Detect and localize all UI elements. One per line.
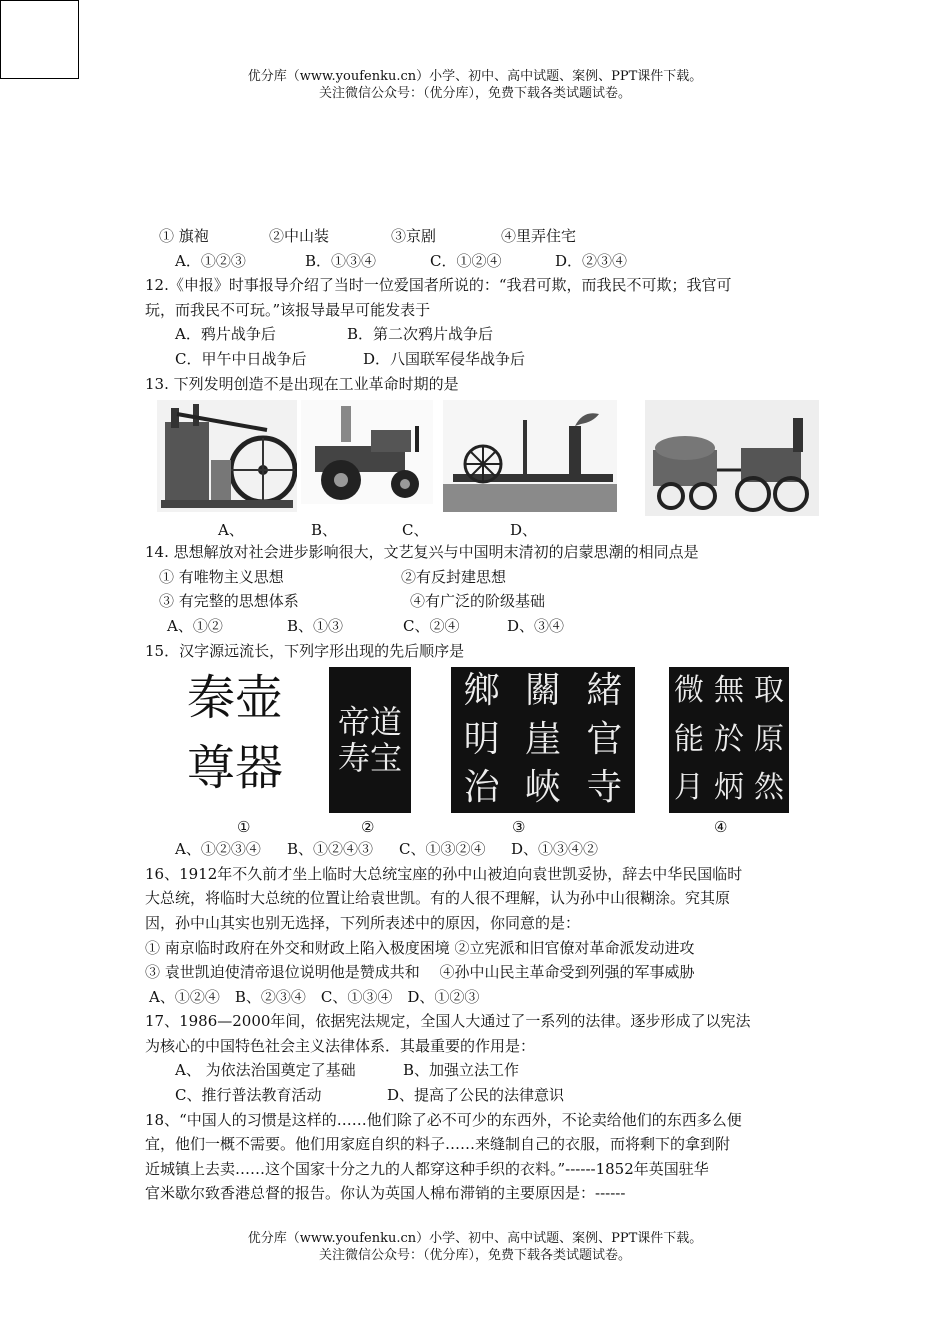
q18-stem-3: 近城镇上去卖……这个国家十分之九的人都穿这种手织的衣料。”------1852年英国驻华 xyxy=(145,1159,709,1178)
q12-options-row2 xyxy=(145,347,810,372)
script-char: 然 xyxy=(754,770,784,806)
footer-line-1: 优分库（www.youfenku.cn）小学、初中、高中试题、案例、PPT课件下载。 xyxy=(247,1231,703,1246)
q17-option-a: A、 为依法治国奠定了基础 xyxy=(175,1061,356,1080)
q18-stem-4: 官米歇尔致香港总督的报告。你认为英国人棉布滞销的主要原因是：------ xyxy=(145,1184,626,1203)
q16-stem-3: 因，孙中山其实也别无选择，下列所表述中的原因，你同意的是： xyxy=(145,913,581,932)
q13-label-b: B、 xyxy=(311,521,338,540)
q17-stem-2: 为核心的中国特色社会主义法律体系．其最重要的作用是： xyxy=(145,1036,536,1055)
script-char: 崖 xyxy=(524,718,561,760)
header-line-2: 关注微信公众号：（优分库），免费下载各类试题试卷。 xyxy=(318,86,631,101)
q15-option-d: D、①③④② xyxy=(511,840,599,859)
q11-item-3: ③京剧 xyxy=(391,227,437,245)
q14-stem: 14. 思想解放对社会进步影响很大，文艺复兴与中国明末清初的启蒙思潮的相同点是 xyxy=(145,543,699,562)
clerical-script-image xyxy=(451,667,635,813)
q14-item-4: ④有广泛的阶级基础 xyxy=(410,592,546,611)
script-char: 器 xyxy=(235,740,284,797)
q14-item-1: ① 有唯物主义思想 xyxy=(159,567,284,586)
q16-options: A、①②④ B、②③④ C、①③④ D、①②③ xyxy=(149,987,480,1006)
footer-line-2: 关注微信公众号：（优分库），免费下载各类试题试卷。 xyxy=(318,1248,631,1263)
page-footer xyxy=(0,1230,950,1264)
q13-labels xyxy=(145,518,810,540)
q12-options-row1 xyxy=(145,322,810,347)
q12-option-a: A．鸦片战争后 xyxy=(175,325,276,344)
q14-option-d: D、③④ xyxy=(507,616,565,635)
q11-options xyxy=(145,249,810,274)
q15-label-3: ③ xyxy=(512,818,526,837)
tractor-image xyxy=(301,400,433,504)
q13-label-c: C、 xyxy=(402,521,429,540)
script-char: 寿 xyxy=(337,739,370,778)
script-char: 能 xyxy=(674,721,704,757)
q11-item-2: ②中山装 xyxy=(269,227,330,245)
script-char: 緒 xyxy=(586,670,623,712)
q15-option-c: C、①③②④ xyxy=(399,840,486,859)
q11-option-c: C．①②④ xyxy=(430,251,502,270)
script-char: 尊 xyxy=(186,740,235,797)
q17-stem-1: 17、1986—2000年间，依据宪法规定，全国人大通过了一系列的法律。逐步形成了以宪法 xyxy=(145,1012,751,1031)
q15-options xyxy=(145,837,810,862)
script-char: 取 xyxy=(754,673,784,709)
seal-script-image xyxy=(329,667,411,813)
q15-stem: 15．汉字源远流长，下列字形出现的先后顺序是 xyxy=(145,641,465,660)
script-char: 明 xyxy=(463,718,500,760)
q14-option-a: A、①② xyxy=(167,616,223,635)
script-char: 治 xyxy=(463,767,500,809)
script-char: 鄉 xyxy=(463,670,500,712)
regular-script-image xyxy=(669,667,789,813)
q15-label-4: ④ xyxy=(714,818,728,837)
steam-engine-image xyxy=(157,400,297,512)
script-char: 秦 xyxy=(186,670,235,727)
q12-option-b: B．第二次鸦片战争后 xyxy=(347,325,494,344)
q14-items-row2 xyxy=(145,589,810,614)
locomotive-image xyxy=(645,400,819,516)
q15-label-2: ② xyxy=(361,818,375,837)
q12-option-c: C．甲午中日战争后 xyxy=(175,349,307,368)
q12-stem-2: 玩，而我民不可玩。”该报导最早可能发表于 xyxy=(145,300,431,319)
script-char: 微 xyxy=(674,673,704,709)
q11-option-a: A．①②③ xyxy=(175,251,246,270)
q14-item-2: ②有反封建思想 xyxy=(401,567,507,586)
q13-label-a: A、 xyxy=(218,521,244,540)
q12-stem-1: 12.《申报》时事报导介绍了当时一位爱国者所说的：“我君可欺，而我民不可欺；我官可 xyxy=(145,276,732,295)
q16-items-2: ③ 袁世凯迫使清帝退位说明他是赞成共和 ④孙中山民主革命受到列强的军事威胁 xyxy=(145,963,695,982)
q15-labels xyxy=(145,815,810,837)
q13-label-d: D、 xyxy=(510,521,538,540)
page-header xyxy=(0,68,950,102)
script-char: 宝 xyxy=(370,739,403,778)
q15-option-b: B、①②④③ xyxy=(287,840,374,859)
q17-options-row2 xyxy=(145,1083,810,1108)
q11-item-4: ④里弄住宅 xyxy=(501,227,577,245)
bronze-script-image xyxy=(170,667,300,807)
script-char: 無 xyxy=(714,673,744,709)
q14-items-row1 xyxy=(145,565,810,590)
q11-option-b: B．①③④ xyxy=(305,251,377,270)
script-char: 月 xyxy=(674,770,704,806)
q14-option-b: B、①③ xyxy=(287,616,344,635)
q11-item-1: ① 旗袍 xyxy=(159,227,209,245)
q12-option-d: D．八国联军侵华战争后 xyxy=(363,349,526,368)
steamboat-image xyxy=(443,400,617,512)
q16-stem-2: 大总统，将临时大总统的位置让给袁世凯。有的人很不理解，认为孙中山很糊涂。究其原 xyxy=(145,889,731,908)
q18-stem-2: 宜，他们一概不需要。他们用家庭自织的料子……来缝制自己的衣服，而将剩下的拿到附 xyxy=(145,1135,731,1154)
q15-label-1: ① xyxy=(237,818,251,837)
q15-script-images xyxy=(145,667,810,815)
q14-options xyxy=(145,614,810,639)
exam-content xyxy=(145,224,810,1206)
script-char: 帝 xyxy=(337,703,370,742)
q17-options-row1 xyxy=(145,1058,810,1083)
q11-option-d: D．②③④ xyxy=(555,251,628,270)
script-char: 於 xyxy=(714,721,744,757)
q18-stem-1: 18、“中国人的习惯是这样的……他们除了必不可少的东西外，不论卖给他们的东西多么便 xyxy=(145,1110,742,1129)
header-line-1: 优分库（www.youfenku.cn）小学、初中、高中试题、案例、PPT课件下载。 xyxy=(247,69,703,84)
script-char: 峽 xyxy=(524,767,561,809)
script-char: 原 xyxy=(754,721,784,757)
q14-option-c: C、②④ xyxy=(403,616,460,635)
script-char: 道 xyxy=(370,703,403,742)
q16-stem-1: 16、1912年不久前才坐上临时大总统宝座的孙中山被迫向袁世凯妥协，辞去中华民国临时 xyxy=(145,864,743,883)
q14-item-3: ③ 有完整的思想体系 xyxy=(159,592,299,611)
q15-option-a: A、①②③④ xyxy=(175,840,261,859)
q16-items-1: ① 南京临时政府在外交和财政上陷入极度困境 ②立宪派和旧官僚对革命派发动进攻 xyxy=(145,938,695,957)
q11-items xyxy=(145,224,810,249)
q17-option-c: C、推行普法教育活动 xyxy=(175,1086,322,1105)
q13-images xyxy=(145,400,810,518)
script-char: 炳 xyxy=(714,770,744,806)
q13-stem: 13. 下列发明创造不是出现在工业革命时期的是 xyxy=(145,374,459,393)
script-char: 寺 xyxy=(586,767,623,809)
q17-option-d: D、提高了公民的法律意识 xyxy=(387,1086,565,1105)
q17-option-b: B、加强立法工作 xyxy=(403,1061,520,1080)
script-char: 關 xyxy=(524,670,561,712)
script-char: 官 xyxy=(586,718,623,760)
script-char: 壶 xyxy=(235,670,284,727)
